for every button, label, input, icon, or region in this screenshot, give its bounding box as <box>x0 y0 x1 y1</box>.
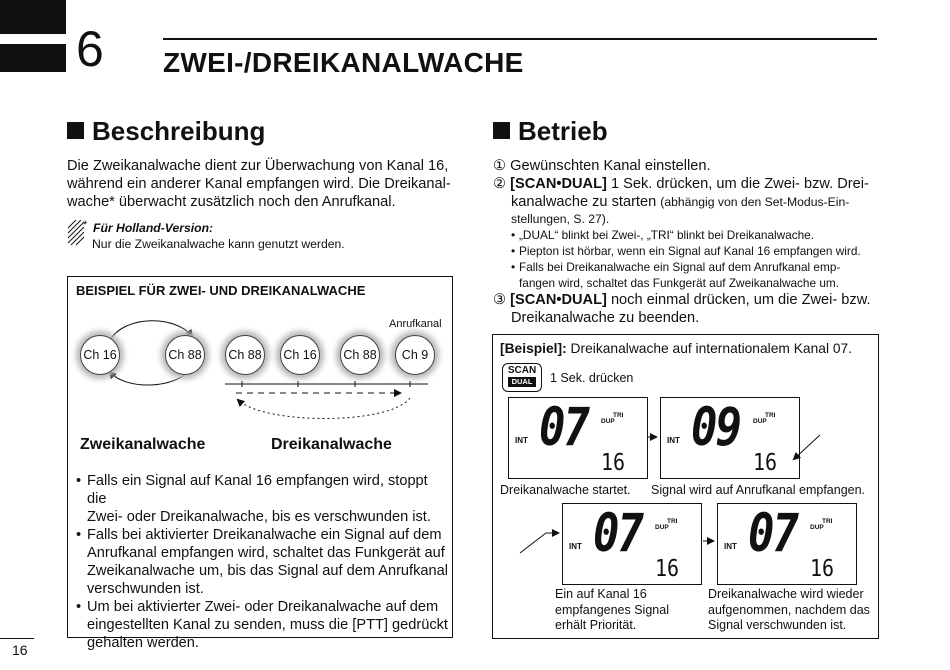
section-heading-beschreibung: Beschreibung <box>67 116 265 147</box>
tri-watch-label: Dreikanalwache <box>271 436 392 453</box>
channel-node-dual-2: Ch 88 <box>165 335 205 375</box>
anrufkanal-label: Anrufkanal <box>389 318 442 330</box>
list-item: • Piepton ist hörbar, wenn ein Signal auf Kanal 16 empfangen wird. <box>511 244 861 258</box>
chapter-tab-top <box>0 0 66 34</box>
step-3: ③ [SCAN•DUAL] noch einmal drücken, um die Zwei- bzw. <box>493 292 871 308</box>
chapter-rule <box>163 38 877 40</box>
channel-node-tri-1: Ch 88 <box>225 335 265 375</box>
note-asterisk: * <box>83 219 88 231</box>
caption-screen-2: Signal wird auf Anrufkanal empfangen. <box>651 483 866 497</box>
operation-steps: ① Gewünschten Kanal einstellen. ② [SCAN•DUAL] 1 Sek. drücken, um die Zwei- bzw. Drei- kanalwache zu starten (abhängig von den Set-Modus-Ein- stellungen, S. 27). • „DUAL“ blinkt bei Zwei-, „TRI“ blinkt bei Dreikanalwache. • Piepton ist hörbar, wenn ein Signal auf Kanal 16 empfangen wird. • Falls bei Dreikanalwache ein Signal auf dem Anrufkanal emp- fangen wird, schaltet das Funkgerät auf Zweikanalwache um. ③ [SCAN•DUAL] noch einmal drücken, um die Zwei- bzw. Dreikanalwache zu beenden. <box>493 157 883 327</box>
channel-node-dual-1: Ch 16 <box>80 335 120 375</box>
list-item: • Falls bei Dreikanalwache ein Signal auf dem Anrufkanal emp- fangen wird, schaltet das Funkgerät auf Zweikanalwache um. <box>511 260 841 290</box>
lcd-screen-3: INT 07 DUP TRI 16 <box>562 503 702 585</box>
channel-node-tri-3: Ch 88 <box>340 335 380 375</box>
lcd-screen-4: INT 07 DUP TRI 16 <box>717 503 857 585</box>
list-item: • Falls ein Signal auf Kanal 16 empfangen wird, stoppt die Zwei- oder Dreikanalwache, bis es verschwunden ist. <box>76 473 431 525</box>
chapter-number: 6 <box>76 21 104 77</box>
lcd-screen-1: INT 07 DUP TRI 16 <box>508 397 648 479</box>
note-title: Für Holland-Version: <box>93 221 214 235</box>
page-number: 16 <box>12 642 28 658</box>
note-text: Nur die Zweikanalwache kann genutzt werden. <box>92 237 345 251</box>
step-2: ② [SCAN•DUAL] 1 Sek. drücken, um die Zwei- bzw. Drei- <box>493 176 869 192</box>
channel-node-tri-4: Ch 9 <box>395 335 435 375</box>
example-title-left: BEISPIEL FÜR ZWEI- UND DREIKANALWACHE <box>76 283 366 298</box>
caption-screen-1: Dreikanalwache startet. <box>500 483 631 497</box>
screen-flow-arrows <box>500 395 870 565</box>
section-heading-betrieb: Betrieb <box>493 116 608 147</box>
chapter-tab-bottom <box>0 44 66 72</box>
caption-screen-4: Dreikanalwache wird wieder aufgenommen, nachdem das Signal verschwunden ist. <box>708 587 870 632</box>
press-instruction: 1 Sek. drücken <box>550 371 634 385</box>
example-title-right: [Beispiel]: Dreikanalwache auf internationalem Kanal 07. <box>500 341 853 356</box>
example-bullets-left <box>76 472 448 652</box>
scan-dual-key-icon: SCAN DUAL <box>502 363 542 392</box>
heading-square-icon <box>67 122 84 139</box>
caption-screen-3: Ein auf Kanal 16 empfangenes Signal erhält Priorität. <box>555 587 669 632</box>
step-1: ① Gewünschten Kanal einstellen. <box>493 158 711 174</box>
intro-paragraph: Die Zweikanalwache dient zur Überwachung von Kanal 16, während ein anderer Kanal empfangen wird. Die Dreikanal- wache* überwacht zusätzlich noch den Anrufkanal. <box>67 158 451 210</box>
lcd-screen-2: INT 09 DUP TRI 16 <box>660 397 800 479</box>
page-number-rule <box>0 638 34 639</box>
list-item: • Um bei aktivierter Zwei- oder Dreikanalwache auf dem eingestellten Kanal zu senden, muss die [PTT] gedrückt gehalten werden. <box>76 599 448 651</box>
channel-cycle-diagram <box>70 310 448 430</box>
list-item: • „DUAL“ blinkt bei Zwei-, „TRI“ blinkt bei Dreikanalwache. <box>511 228 815 242</box>
channel-node-tri-2: Ch 16 <box>280 335 320 375</box>
list-item: • Falls bei aktivierter Dreikanalwache ein Signal auf dem Anrufkanal empfangen wird, schaltet das Funkgerät auf Zweikanalwache um, bis das Signal auf dem Anrufkanal verschwunden ist. <box>76 527 448 597</box>
dual-watch-label: Zweikanalwache <box>80 436 206 453</box>
chapter-title: ZWEI-/DREIKANALWACHE <box>163 47 524 78</box>
heading-square-icon <box>493 122 510 139</box>
